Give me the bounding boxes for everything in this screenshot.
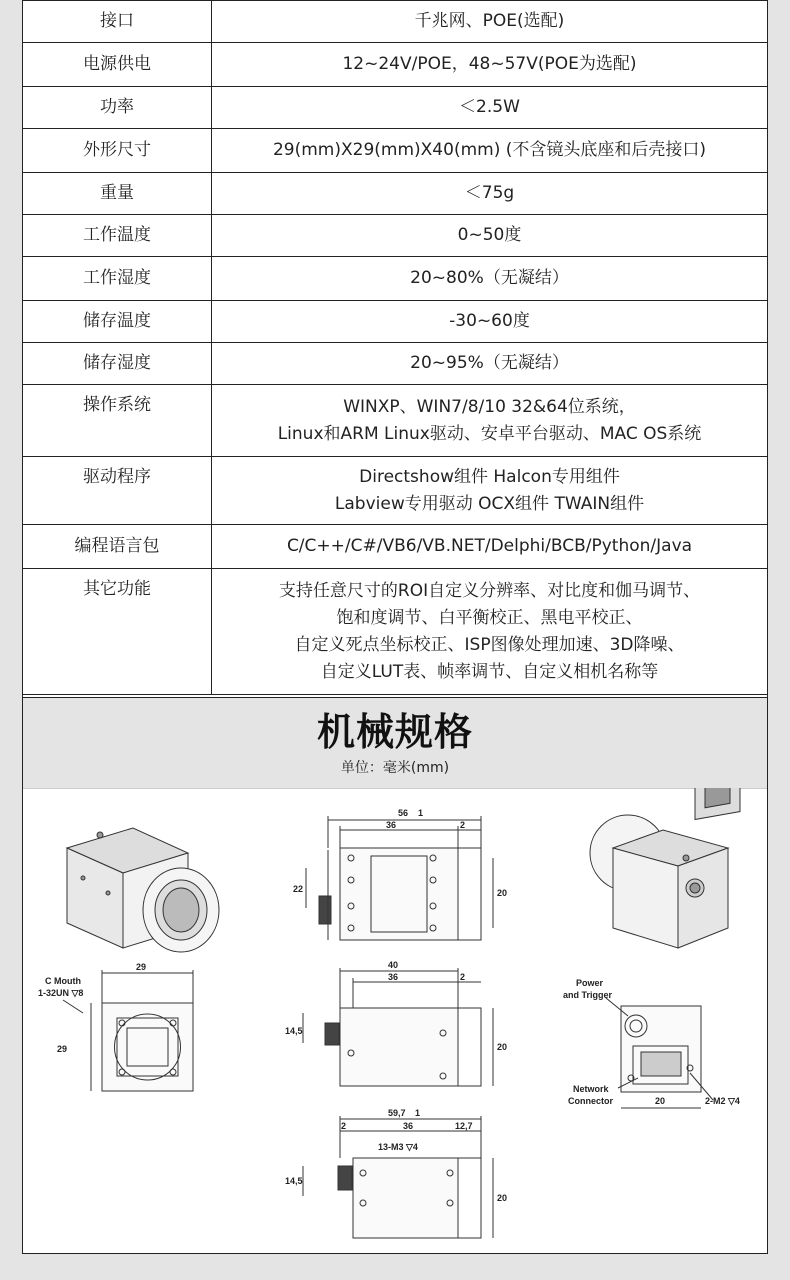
spec-label: 驱动程序 xyxy=(23,457,212,525)
spec-row xyxy=(23,1,767,43)
power-label-2: and Trigger xyxy=(563,990,613,1000)
spec-row xyxy=(23,129,767,173)
spec-value xyxy=(212,257,768,301)
spec-value-line: 12~24V/POE，48~57V(POE为选配) xyxy=(342,54,637,74)
network-label-2: Connector xyxy=(568,1096,613,1106)
dim-29-height: 29 xyxy=(57,1044,68,1054)
m2-note: 2-M2 ▽4 xyxy=(705,1096,740,1106)
spec-label: 重量 xyxy=(23,173,212,215)
spec-row xyxy=(23,457,767,525)
spec-row xyxy=(23,87,767,129)
spec-row xyxy=(23,215,767,257)
spec-row xyxy=(23,43,767,87)
spec-table xyxy=(23,0,767,695)
note-13-m3: 13-M3 ▽4 xyxy=(378,1142,418,1152)
cmouth-label: C Mouth xyxy=(45,976,81,986)
spec-value xyxy=(212,43,768,87)
spec-value-line: -30~60度 xyxy=(449,311,530,331)
drawing-back-view xyxy=(606,998,713,1108)
spec-value xyxy=(212,525,768,569)
spec-value-line: 饱和度调节、白平衡校正、黑电平校正、 xyxy=(336,607,643,628)
spec-value xyxy=(212,385,768,457)
dim-12-7: 12,7 xyxy=(455,1121,473,1131)
spec-value xyxy=(212,1,768,43)
spec-value-line: 自定义LUT表、帧率调节、自定义相机名称等 xyxy=(320,661,659,682)
spec-row xyxy=(23,525,767,569)
spec-label: 储存温度 xyxy=(23,301,212,343)
dim-40: 40 xyxy=(388,960,399,970)
spec-sheet xyxy=(22,0,768,1254)
spec-value-line: 千兆网、POE(选配) xyxy=(414,11,565,31)
spec-value-line: ＜75g xyxy=(464,183,515,203)
spec-row xyxy=(23,257,767,301)
dim-36b: 36 xyxy=(388,972,399,982)
spec-row xyxy=(23,173,767,215)
dim-20c: 20 xyxy=(497,1193,508,1203)
dim-36: 36 xyxy=(386,820,397,830)
spec-value-line: Linux和ARM Linux驱动、安卓平台驱动、MAC OS系统 xyxy=(277,423,702,444)
spec-label: 操作系统 xyxy=(23,385,212,457)
network-label: Network xyxy=(573,1084,609,1094)
spec-label: 其它功能 xyxy=(23,569,212,695)
spec-value-line: 29(mm)X29(mm)X40(mm) (不含镜头底座和后壳接口) xyxy=(272,140,706,160)
dim-20b: 20 xyxy=(497,1042,508,1052)
spec-row xyxy=(23,569,767,695)
spec-value xyxy=(212,173,768,215)
spec-value xyxy=(212,301,768,343)
spec-value-line: Labview专用驱动 OCX组件 TWAIN组件 xyxy=(334,493,645,514)
spec-label: 编程语言包 xyxy=(23,525,212,569)
spec-value-line: C/C++/C#/VB6/VB.NET/Delphi/BCB/Python/Java xyxy=(286,536,693,556)
spec-value xyxy=(212,215,768,257)
dim-22: 22 xyxy=(293,884,304,894)
spec-label: 工作湿度 xyxy=(23,257,212,301)
spec-value xyxy=(212,129,768,173)
spec-value-line: 自定义死点坐标校正、ISP图像处理加速、3D降噪、 xyxy=(294,634,685,655)
drawing-top-view xyxy=(306,816,493,940)
spec-value-line: 20~95%（无凝结） xyxy=(410,353,569,373)
spec-value-line: 0~50度 xyxy=(457,225,522,245)
spec-label: 功率 xyxy=(23,87,212,129)
camera-back-iso xyxy=(590,788,740,948)
spec-row xyxy=(23,385,767,457)
dim-56: 56 xyxy=(398,808,409,818)
dim-36c: 36 xyxy=(403,1121,414,1131)
dim-59-7: 59,7 xyxy=(388,1108,406,1118)
spec-value xyxy=(212,87,768,129)
dim-20d: 20 xyxy=(655,1096,666,1106)
unit-label: 单位：毫米(mm) xyxy=(340,760,450,776)
spec-value xyxy=(212,569,768,695)
dim-2: 2 xyxy=(460,820,466,830)
dim-14-5b: 14,5 xyxy=(285,1176,303,1186)
spec-value-line: ＜2.5W xyxy=(459,97,520,117)
spec-label: 接口 xyxy=(23,1,212,43)
spec-label: 工作温度 xyxy=(23,215,212,257)
spec-value-line: 支持任意尺寸的ROI自定义分辨率、对比度和伽马调节、 xyxy=(278,580,701,601)
spec-row xyxy=(23,301,767,343)
power-label: Power xyxy=(576,978,604,988)
camera-front-iso xyxy=(67,828,219,952)
dim-29-width: 29 xyxy=(136,962,147,972)
drawing-side-view xyxy=(303,968,493,1086)
dim-2b: 2 xyxy=(460,972,466,982)
spec-label: 外形尺寸 xyxy=(23,129,212,173)
drawing-bottom-view xyxy=(303,1116,493,1238)
spec-value-line: WINXP、WIN7/8/10 32&64位系统， xyxy=(343,396,636,417)
spec-value-line: Directshow组件 Halcon专用组件 xyxy=(359,466,620,487)
spec-row xyxy=(23,343,767,385)
mechanical-title: 机械规格 xyxy=(316,710,473,754)
dim-14-5: 14,5 xyxy=(285,1026,303,1036)
spec-label: 电源供电 xyxy=(23,43,212,87)
cmouth-thread: 1-32UN ▽8 xyxy=(38,988,84,998)
dim-20: 20 xyxy=(497,888,508,898)
mechanical-header xyxy=(23,697,767,789)
ref-1: 1 xyxy=(418,808,424,818)
spec-value-line: 20~80%（无凝结） xyxy=(410,268,569,288)
mechanical-drawings xyxy=(23,788,767,1253)
ref-1b: 1 xyxy=(415,1108,421,1118)
dim-2c: 2 xyxy=(341,1121,347,1131)
spec-value xyxy=(212,343,768,385)
spec-value xyxy=(212,457,768,525)
spec-label: 储存湿度 xyxy=(23,343,212,385)
